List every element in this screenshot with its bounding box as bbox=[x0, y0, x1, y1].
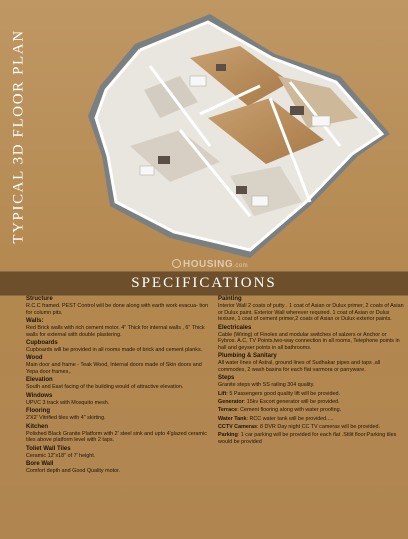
housing-watermark: HOUSING.com bbox=[172, 259, 248, 270]
spec-elevation: Elevation South and East facing of the building would of attractive elevation. bbox=[26, 377, 184, 391]
specs-left-column bbox=[26, 296, 214, 476]
spec-painting: Painting Interior Wall 2 coats of putty . 1 coat of Asian or Dulux primer, 2 coats of Asian or Dulux paint. Exterior Wall wherever required. 1 coat of Asian or Dulux texture, 1 coat of cement primer,2 coats of Asian or Dulux exterior paints. bbox=[218, 296, 404, 323]
floor-plan-3d-image bbox=[40, 6, 402, 268]
spec-flooring: Flooring 2'X2' Vitrified tiles with 4" skirting. bbox=[26, 408, 106, 422]
specifications-banner bbox=[0, 271, 408, 296]
spec-kitchen: Kitchen Polished Black Granite Platform with 2' steel sink and upto 4'glazed ceramic tiles above platform level with 2 taps. bbox=[26, 423, 207, 444]
spec-generator: Generator: 15kv Escort generator will be provided. bbox=[218, 398, 340, 405]
spec-cupboards: Cupboards Cupboards will be provided in all rooms made of brick and cement planks. bbox=[26, 339, 203, 353]
specifications-heading: SPECIFICATIONS bbox=[131, 275, 277, 291]
spec-water-tank: Water Tank: RCC water tank will be provided..... bbox=[218, 415, 334, 422]
spec-toilet-wall-tiles: Toliet Wall Tiles Ceramic 12"x18" of 7' height. bbox=[26, 445, 96, 459]
specs-right-column bbox=[218, 296, 404, 447]
spec-lift: Lift: 5 Passengers good quality lift will be provided. bbox=[218, 390, 340, 397]
spec-terrace: Terrace: Cement flooring along with water proofing. bbox=[218, 407, 342, 414]
spec-bore-wall: Bore Wall Comfort depth and Good Quality motor. bbox=[26, 460, 121, 474]
spec-structure: Structure R.C.C framed. PEST Control will be done along with earth work evacua- tion for column pits. bbox=[26, 296, 209, 316]
spec-steps: Steps Granite steps with SS railing 304 quality. bbox=[218, 375, 315, 389]
vertical-title: TYPICAL 3D FLOOR PLAN bbox=[10, 29, 27, 244]
housing-logo-icon bbox=[172, 259, 181, 268]
spec-plumbing: Plumbing & Sanitary All water lines of Astral, ground lines of Sudhakar pipes and taps ,all commodes, 2 wash basins for each flat varmora or parryware. bbox=[218, 353, 381, 373]
spec-walls: Walls: Red Brick walls with rich cement motor. 4" Thick for internal walls , 6" Thick walls for external with double plastering. bbox=[26, 317, 205, 338]
spec-electricals: Electricales Cable (Wiring) of Finolex and modular switches of salzers or Anchor or Fybros. A.C, TV Points,two-way connection in all rooms, Telephone points in hall and geyser points in all bathrooms. bbox=[218, 324, 400, 351]
spec-cctv: CCTV Cameras: 8 DVR Day night CC TV cameras will be provided. bbox=[218, 424, 380, 431]
spec-wood: Wood Main door and frame - Teak Wood, Internal doors made of Skin doors and Yepa door frames,. bbox=[26, 355, 202, 375]
spec-windows: Windows UPVC 3 track with Mosquito mesh. bbox=[26, 392, 110, 406]
spec-parking: Parking: 1 car parking will be provided for each flat .Stilit floor:Parking tiles would be provided bbox=[218, 432, 397, 446]
